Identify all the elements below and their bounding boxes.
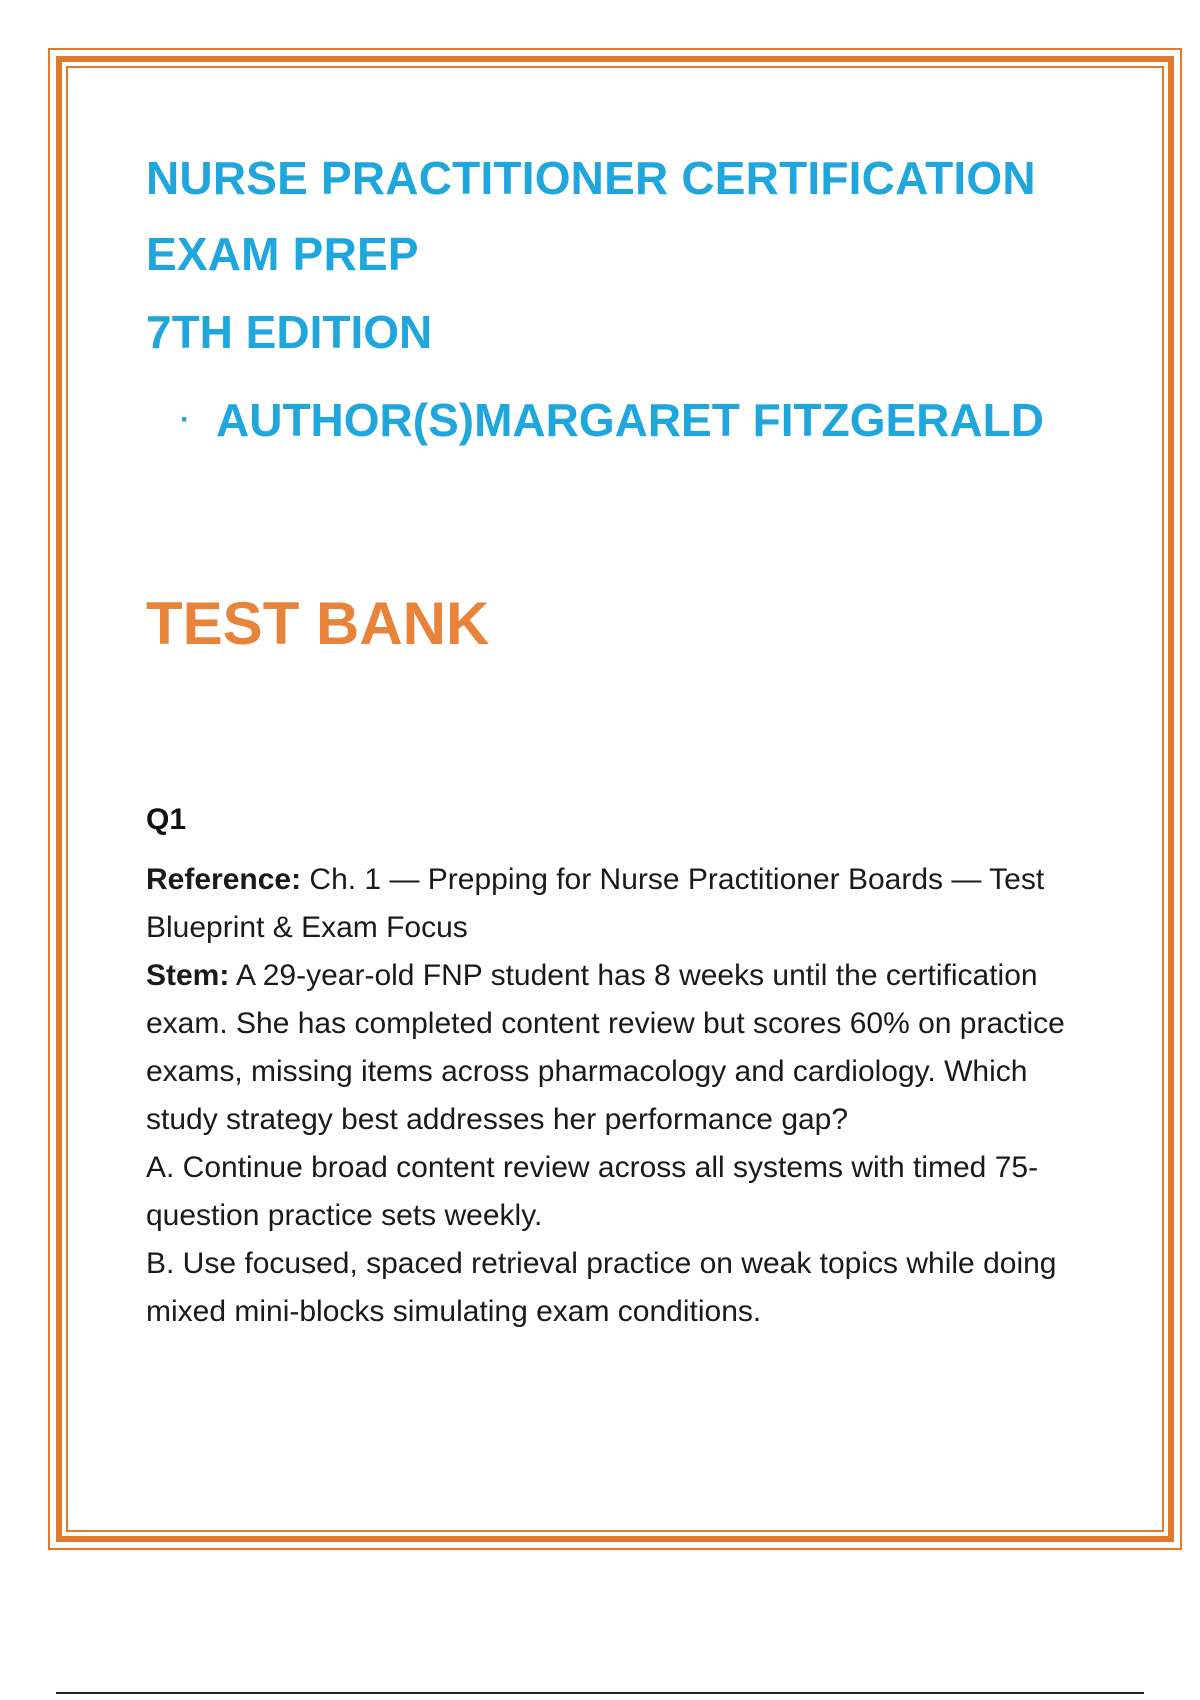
question-number: Q1	[146, 803, 187, 836]
stem-text: A 29-year-old FNP student has 8 weeks until the certification exam. She has completed content review but scores 60% on practice exams, missing items across pharmacology and cardiology. Which study strategy best addresses her performance gap?	[146, 959, 1065, 1136]
footer-divider	[56, 1692, 1144, 1694]
reference-label: Reference:	[146, 863, 302, 896]
answer-option-a: A. Continue broad content review across all systems with timed 75-question practice sets weekly.	[146, 1151, 1039, 1232]
answer-option-b: B. Use focused, spaced retrieval practice on weak topics while doing mixed mini-blocks simulating exam conditions.	[146, 1247, 1057, 1328]
section-heading: TEST BANK	[146, 590, 490, 657]
stem-label: Stem:	[146, 959, 230, 992]
reference-text: Ch. 1 — Prepping for Nurse Practitioner Boards — Test Blueprint & Exam Focus	[146, 863, 1045, 944]
author-row	[146, 392, 1086, 448]
edition-label: 7TH EDITION	[146, 306, 433, 358]
book-title-line-2: EXAM PREP	[146, 228, 419, 280]
content-area	[146, 140, 1086, 1336]
reference-paragraph	[146, 856, 1086, 952]
book-title-line-1: NURSE PRACTITIONER CERTIFICATION	[146, 152, 1036, 204]
author-name: AUTHOR(S)MARGARET FITZGERALD	[216, 394, 1044, 446]
stem-paragraph	[146, 952, 1086, 1144]
bullet-icon: ·	[180, 403, 190, 436]
question-body	[146, 856, 1086, 1336]
